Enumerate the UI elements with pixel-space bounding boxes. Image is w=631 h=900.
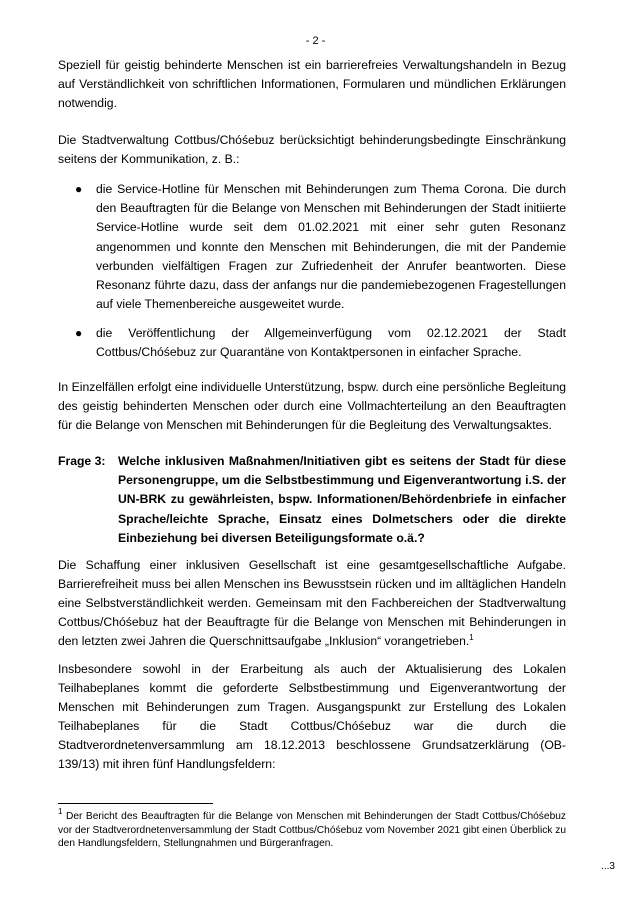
paragraph-individual-support: In Einzelfällen erfolgt eine individuelle Unterstützung, bspw. durch eine persönliche Begleitung des geistig behinderten Menschen oder durch eine Vollmachterteilung an den Beauftragten für die Belange von Menschen mit Behinderungen für die Begleitung des Verwaltungsaktes.: [58, 380, 566, 432]
paragraph-communication: Die Stadtverwaltung Cottbus/Chóśebuz berücksichtigt behinderungsbedingte Einschränkung seitens der Kommunikation, z. B.:: [58, 133, 566, 166]
footnote-number: 1: [58, 807, 63, 816]
paragraph-teilhabeplan: Insbesondere sowohl in der Erarbeitung als auch der Aktualisierung des Lokalen Teilhabeplanes kommt die geforderte Selbstbestimmung und Eigenverantwortung der Menschen mit Behinderungen zum Tragen. Ausgangspunkt zur Erstellung des Lokalen Teilhabeplanes für die Stadt Cottbus/Chóśebuz war die durch die Stadtverordnetenversammlung am 18.12.2013 beschlossene Grundsatzerklärung (OB-139/13) mit ihren fünf Handlungsfeldern:: [58, 662, 566, 771]
bullet-text: die Veröffentlichung der Allgemeinverfügung vom 02.12.2021 der Stadt Cottbus/Chóśebuz zur Quarantäne von Kontaktpersonen in einfacher Sprache.: [96, 326, 566, 360]
page-number: - 2 -: [305, 35, 326, 47]
continued-marker: ...3: [601, 861, 615, 872]
question-text: Welche inklusiven Maßnahmen/Initiativen gibt es seitens der Stadt für diese Personengruppe, um die Selbstbestimmung und Eigenverantwortung i.S. der UN-BRK zu gewährleisten, bspw. Informationen/Behördenbriefe in einfacher Sprache/leichte Sprache, Einsatz eines Dolmetschers oder die direkte Einbeziehung bei diversen Beteiligungsformate o.ä.?: [118, 454, 566, 545]
footnote-divider: [58, 803, 213, 804]
bullet-icon: ●: [75, 182, 83, 196]
footnote-text: Der Bericht des Beauftragten für die Belange von Menschen mit Behinderungen der Stadt Cottbus/Chóśebuz vor der Stadtverordnetenversammlung der Stadt Cottbus/Chóśebuz vom November 2021 gibt einen Überblick zu den Handlungsfeldern, Stellungnahmen und Bürgeranfragen.: [58, 811, 566, 849]
paragraph-inclusion: [58, 556, 566, 651]
footnote: [58, 807, 566, 851]
footnote-reference: 1: [469, 633, 474, 642]
bullet-text: die Service-Hotline für Menschen mit Behinderungen zum Thema Corona. Die durch den Beauftragten für die Belange von Menschen mit Behinderungen der Stadt initiierte Service-Hotline wurde seit dem 01.02.2021 mit einer sehr guten Resonanz angenommen und konnte den Menschen mit Behinderungen, die mit der Pandemie verbunden vielfältigen Fragen zur Zufriedenheit der Anrufer beantworten. Diese Resonanz führte dazu, dass der anfangs nur die pandemiebezogenen Fragestellungen auf viele Themenbereiche ausgeweitet wurde.: [96, 182, 566, 312]
paragraph-inclusion-text: Die Schaffung einer inklusiven Gesellschaft ist eine gesamtgesellschaftliche Aufgabe. Barrierefreiheit muss bei allen Menschen ins Bewusstsein rücken und im alltäglichen Handeln eine Selbstverständlichkeit werden. Gemeinsam mit den Fachbereichen der Stadtverwaltung Cottbus/Chóśebuz hat der Beauftragte für die Belange von Menschen mit Behinderungen in den letzten zwei Jahren die Querschnittsaufgabe „Inklusion“ vorangetrieben.: [58, 558, 566, 648]
paragraph-intro: Speziell für geistig behinderte Menschen ist ein barrierefreies Verwaltungshandeln in Bezug auf Verständlichkeit von schriftlichen Informationen, Formularen und mündlichen Erklärungen notwendig.: [58, 58, 566, 110]
question-label: Frage 3:: [58, 454, 106, 468]
bullet-icon: ●: [75, 326, 83, 340]
